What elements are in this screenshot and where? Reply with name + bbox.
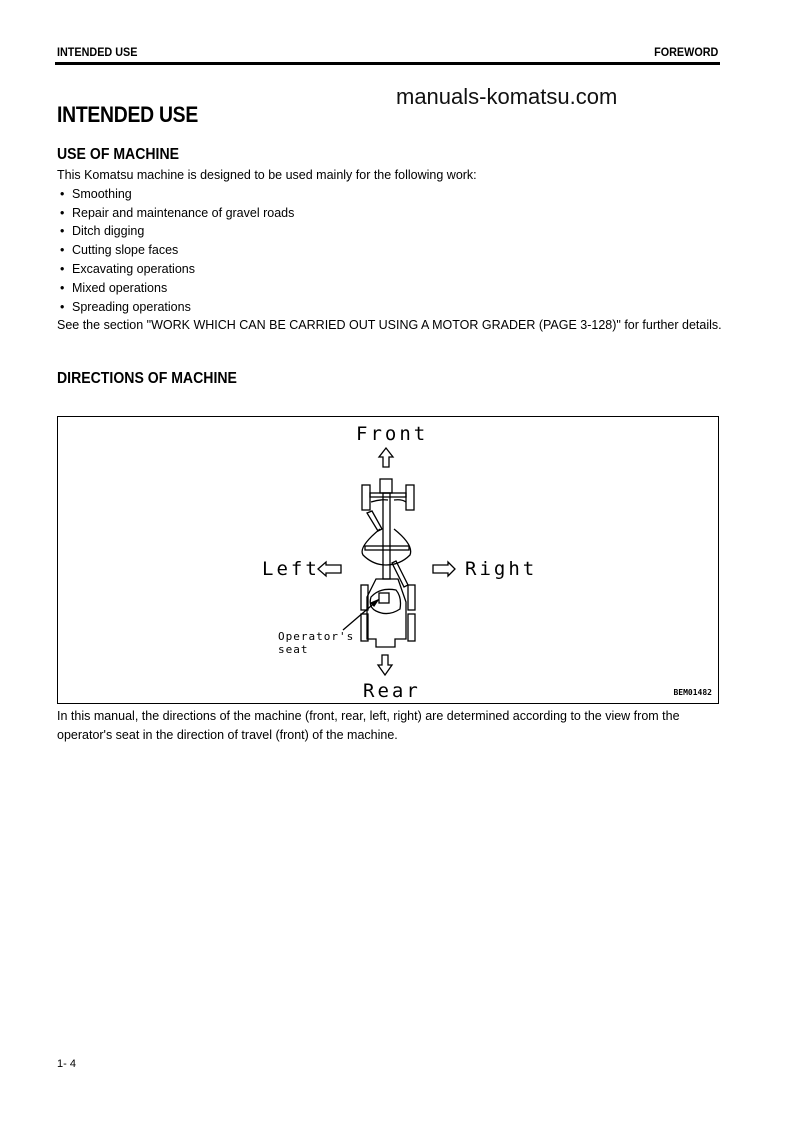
seat-label-line1: Operator's: [278, 630, 355, 643]
running-header-section: INTENDED USE: [57, 45, 138, 59]
use-of-machine-body: [57, 166, 722, 335]
label-left: Left: [262, 558, 320, 580]
see-section-note: See the section "WORK WHICH CAN BE CARRIED OUT USING A MOTOR GRADER (PAGE 3-128)" for further details.: [57, 318, 722, 333]
watermark: manuals-komatsu.com: [396, 84, 618, 109]
intro-text: This Komatsu machine is designed to be used mainly for the following work:: [57, 168, 477, 182]
list-item: • Repair and maintenance of gravel roads: [57, 204, 722, 223]
front-arrow-icon: [379, 448, 393, 467]
directions-figure: [57, 416, 719, 704]
label-operator-seat: [278, 630, 354, 656]
list-item: • Cutting slope faces: [57, 241, 722, 260]
section-heading-use: USE OF MACHINE: [57, 146, 180, 163]
section-heading-directions: DIRECTIONS OF MACHINE: [57, 370, 237, 387]
work-list: [57, 185, 722, 317]
list-item: • Mixed operations: [57, 279, 722, 298]
motor-grader-top-view: [58, 417, 720, 705]
rear-arrow-icon: [378, 655, 392, 675]
header-rule: [55, 62, 720, 65]
directions-caption: In this manual, the directions of the machine (front, rear, left, right) are determined according to the view from the operator's seat in the direction of travel (front) of the machine.: [57, 709, 680, 742]
list-item: • Excavating operations: [57, 260, 722, 279]
page-number: 1- 4: [57, 1058, 76, 1070]
label-front: Front: [356, 423, 429, 445]
page-title: INTENDED USE: [57, 102, 198, 127]
label-rear: Rear: [363, 680, 421, 702]
right-arrow-icon: [433, 562, 455, 576]
label-right: Right: [465, 558, 538, 580]
left-arrow-icon: [318, 562, 341, 576]
running-header-chapter: FOREWORD: [653, 45, 718, 59]
list-item: • Ditch digging: [57, 222, 722, 241]
list-item: • Spreading operations: [57, 298, 722, 317]
list-item: • Smoothing: [57, 185, 722, 204]
seat-label-line2: seat: [278, 643, 309, 656]
figure-code: BEM01482: [673, 688, 712, 697]
